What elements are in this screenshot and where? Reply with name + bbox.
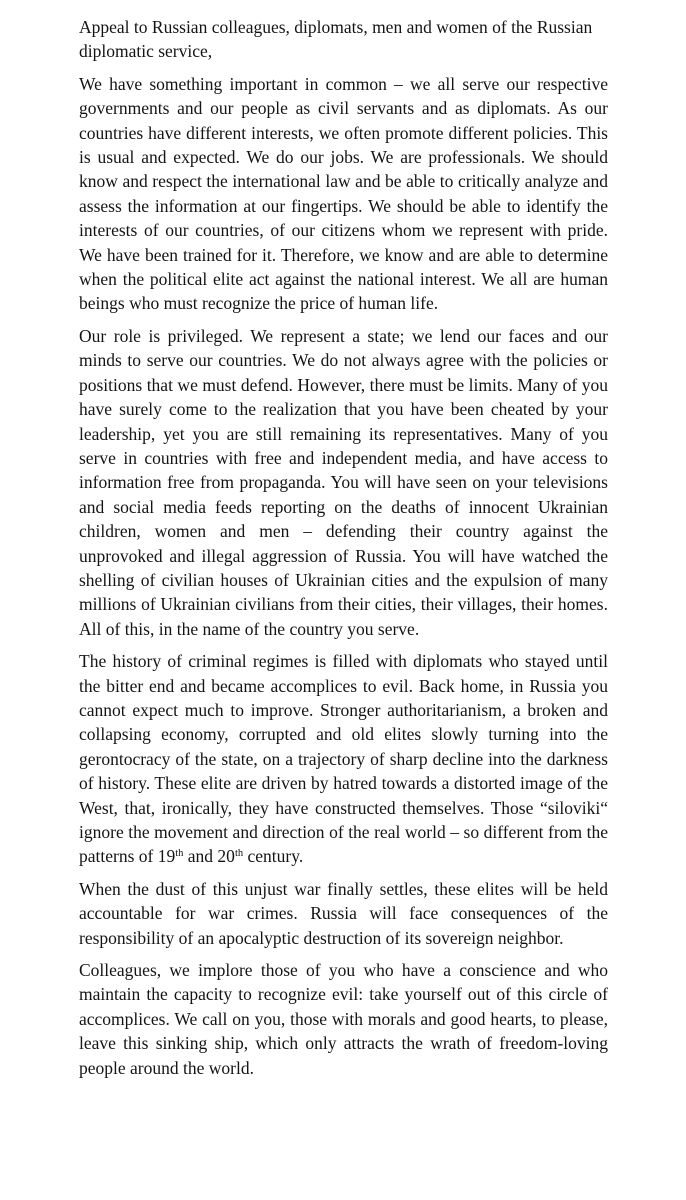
paragraph-criminal-regimes bbox=[79, 649, 608, 869]
ordinal-suffix-19th: th bbox=[175, 848, 184, 860]
paragraph-criminal-regimes-mid: and 20 bbox=[183, 846, 235, 867]
paragraph-accountability: When the dust of this unjust war finally settles, these elites will be held accountable for war crimes. Russia will face consequences of the responsibility of an apocalyptic destruction of its sovereign neighbor. bbox=[79, 878, 608, 948]
paragraph-common-service: We have something important in common – we all serve our respective governments and our people as civil servants and as diplomats. As our countries have different interests, we often promote different policies. This is usual and expected. We do our jobs. We are professionals. We should know and respect the international law and be able to critically analyze and assess the information at our fingertips. We should be able to identify the interests of our countries, of our citizens whom we represent with pride. We have been trained for it. Therefore, we know and are able to determine when the political elite act against the national interest. We all are human beings who must recognize the price of human life. bbox=[79, 73, 608, 314]
letter-greeting: Appeal to Russian colleagues, diplomats, men and women of the Russian diplomatic service, bbox=[79, 17, 593, 62]
ordinal-suffix-20th: th bbox=[234, 848, 244, 860]
paragraph-call-to-action: Colleagues, we implore those of you who have a conscience and who maintain the capacity to recognize evil: take yourself out of this circle of accomplices. We call on you, those with morals and good hearts, to please, leave this sinking ship, which only attracts the wrath of freedom-loving people around the world. bbox=[79, 960, 608, 1078]
paragraph-criminal-regimes-text: The history of criminal regimes is filled with diplomats who stayed until the bitter end and became accomplices to evil. Back home, in Russia you cannot expect much to improve. Stronger authoritarianism, a broken and collapsing economy, corrupted and old elites slowly turning into the gerontocracy of the state, on a trajectory of sharp decline into the darkness of history. These elite are driven by hatred towards a distorted image of the West, that, ironically, they have constructed themselves. Those “siloviki“ ignore the movement and direction of the real world – so different from the patterns of 19 bbox=[79, 651, 608, 867]
paragraph-privileged-role: Our role is privileged. We represent a state; we lend our faces and our minds to serve our countries. We do not always agree with the policies or positions that we must defend. However, there must be limits. Many of you have surely come to the realization that you have been cheated by your leadership, yet you are still remaining its representatives. Many of you serve in countries with free and independent media, and have access to information free from propaganda. You will have seen on your televisions and social media feeds reporting on the deaths of innocent Ukrainian children, women and men – defending their country against the unprovoked and illegal aggression of Russia. You will have watched the shelling of civilian houses of Ukrainian cities and the expulsion of many millions of Ukrainian civilians from their cities, their villages, their homes. All of this, in the name of the country you serve. bbox=[79, 325, 608, 639]
paragraph-criminal-regimes-end: century. bbox=[243, 846, 304, 867]
